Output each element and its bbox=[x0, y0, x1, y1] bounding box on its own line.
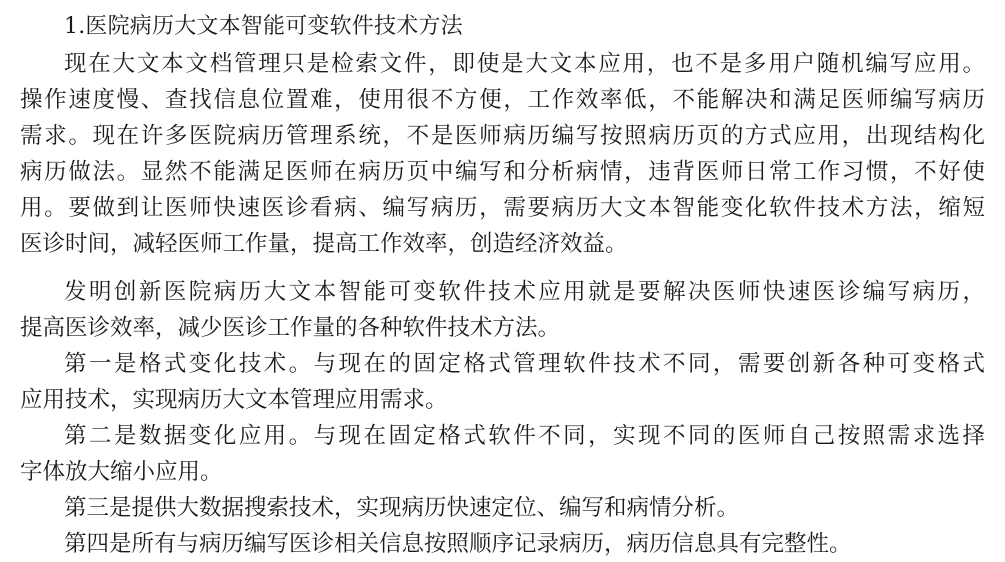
paragraph-5 bbox=[20, 490, 985, 526]
paragraph-line: 医诊时间，减轻医师工作量，提高工作效率，创造经济效益。 bbox=[20, 231, 628, 257]
paragraph-line: 提高医诊效率，减少医诊工作量的各种软件技术方法。 bbox=[20, 315, 561, 341]
paragraph-line: 应用技术，实现病历大文本管理应用需求。 bbox=[20, 387, 448, 413]
paragraph-2 bbox=[20, 274, 985, 346]
paragraph-line: 病历做法。显然不能满足医师在病历页中编写和分析病情，违背医师日常工作习惯，不好使 bbox=[20, 159, 985, 185]
paragraph-line: 现在大文本文档管理只是检索文件，即使是大文本应用，也不是多用户随机编写应用。 bbox=[64, 51, 985, 77]
paragraph-line: 需求。现在许多医院病历管理系统，不是医师病历编写按照病历页的方式应用，出现结构化 bbox=[20, 123, 985, 149]
paragraph-line: 第三是提供大数据搜索技术，实现病历快速定位、编写和病情分析。 bbox=[64, 495, 740, 521]
paragraph-line: 发明创新医院病历大文本智能可变软件技术应用就是要解决医师快速医诊编写病历， bbox=[64, 279, 985, 305]
paragraph-1 bbox=[20, 46, 985, 262]
paragraph-line: 第一是格式变化技术。与现在的固定格式管理软件技术不同，需要创新各种可变格式 bbox=[64, 351, 985, 377]
paragraph-line: 字体放大缩小应用。 bbox=[20, 459, 223, 485]
paragraph-line: 用。要做到让医师快速医诊看病、编写病历，需要病历大文本智能变化软件技术方法，缩短 bbox=[20, 195, 985, 221]
paragraph-line: 第四是所有与病历编写医诊相关信息按照顺序记录病历，病历信息具有完整性。 bbox=[64, 531, 852, 557]
paragraph-line: 第二是数据变化应用。与现在固定格式软件不同，实现不同的医师自己按照需求选择 bbox=[64, 423, 985, 449]
paragraph-4 bbox=[20, 418, 985, 490]
section-heading: 1.医院病历大文本智能可变软件技术方法 bbox=[64, 14, 463, 39]
paragraph-3 bbox=[20, 346, 985, 418]
paragraph-6 bbox=[20, 526, 985, 562]
paragraph-line: 操作速度慢、查找信息位置难，使用很不方便，工作效率低，不能解决和满足医师编写病历 bbox=[20, 87, 985, 113]
